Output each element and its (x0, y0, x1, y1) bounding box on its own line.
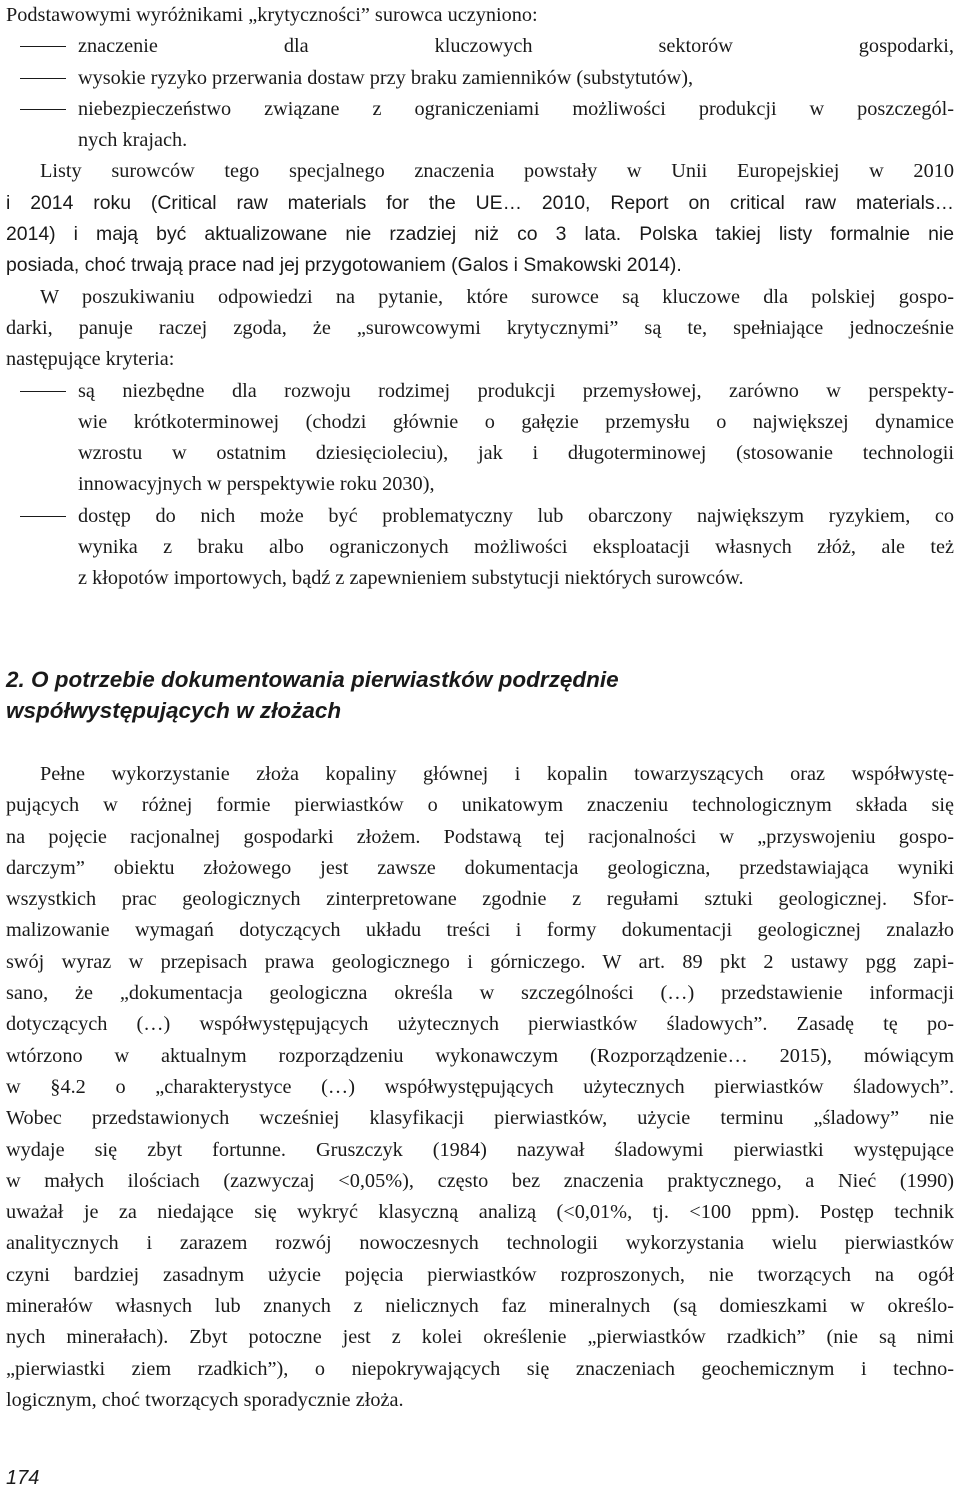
paragraph-line: darczym” obiektu złożowego jest zawsze dokumentacja geologiczna, przedstawiająca wyniki (6, 856, 954, 879)
dash-marker (20, 78, 66, 79)
paragraph-line: pujących w różnej formie pierwiastków o unikatowym znaczeniu technologicznym składa się (6, 794, 954, 817)
section-body (6, 759, 954, 1416)
paragraph-line: Listy surowców tego specjalnego znaczenia powstały w Unii Europejskiej w 2010 (40, 160, 954, 183)
list-item-continuation: wzrostu w ostatnim dziesięcioleciu), jak i długoterminowej (stosowanie technologii (78, 442, 954, 465)
dash-marker (20, 109, 66, 110)
paragraph-line: na pojęcie racjonalnej gospodarki złożem. Podstawą tej racjonalności w „przyswojeniu gospo- (6, 825, 954, 848)
paragraph-line: następujące kryteria: (6, 348, 175, 371)
paragraph-line: sano, że „dokumentacja geologiczna określa w szczególności (…) przedstawienie informacji (6, 982, 954, 1005)
section-heading-line: współwystępujących w złożach (6, 698, 342, 723)
paragraph-line: w §4.2 o „charakterystyce (…) współwystępujących użytecznych pierwiastków śladowych”. (6, 1075, 954, 1098)
dash-marker (20, 391, 66, 392)
list-item: znaczenie dla kluczowych sektorów gospodarki, (6, 31, 954, 62)
paragraph-line: analitycznych i zarazem rozwój nowoczesnych technologii wykorzystania wielu pierwiastków (6, 1232, 954, 1255)
paragraph-line: nych minerałach). Zbyt potoczne jest z kolei określenie „pierwiastków rzadkich” (nie są nimi (6, 1326, 954, 1349)
dash-marker (20, 46, 66, 47)
paragraph-line: malizowanie wymagań dotyczących układu treści i formy dokumentacji geologicznej znalazło (6, 919, 954, 942)
paragraph-line: i 2014 roku (Critical raw materials for the UE… 2010, Report on critical raw materials… (6, 191, 954, 214)
paragraph-line: w małych ilościach (zazwyczaj <0,05%), często bez znaczenia praktycznego, a Nieć (1990) (6, 1169, 954, 1192)
paragraph-line: Wobec przedstawionych wcześniej klasyfikacji pierwiastków, użycie terminu „śladowy” nie (6, 1107, 954, 1130)
page-number: 174 (6, 1467, 40, 1489)
list-item-continuation: z kłopotów importowych, bądź z zapewnieniem substytucji niektórych surowców. (78, 567, 744, 590)
list-item-continuation: innowacyjnych w perspektywie roku 2030), (78, 473, 435, 496)
paragraph-line: Pełne wykorzystanie złoża kopaliny głównej i kopalin towarzyszących oraz współwystę- (40, 763, 954, 785)
list-item: wysokie ryzyko przerwania dostaw przy braku zamienników (substytutów), (6, 63, 954, 94)
paragraph-line: minerałów własnych lub znanych z nielicznych faz mineralnych (są domieszkami w określo- (6, 1295, 954, 1318)
list-item: dostęp do nich może być problematyczny lub obarczony największym ryzykiem, co (6, 501, 954, 532)
list-item-continuation: nych krajach. (78, 129, 188, 152)
section-heading-line: 2. O potrzebie dokumentowania pierwiastków podrzędnie (6, 667, 619, 692)
paragraph-line: czyni bardziej zasadnym użycie pojęcia pierwiastków rozproszonych, nie tworzących na ogół (6, 1263, 954, 1286)
paragraph-line: swój wyraz w przepisach prawa geologicznego i górniczego. W art. 89 pkt 2 ustawy pgg zapi- (6, 950, 954, 973)
paragraph-line: posiada, choć trwają prace nad jej przygotowaniem (Galos i Smakowski 2014). (6, 254, 682, 277)
list-item-continuation: wynika z braku albo ograniczonych możliwości eksploatacji własnych złóż, ale też (78, 536, 954, 559)
list-item: niebezpieczeństwo związane z ograniczeniami możliwości produkcji w poszczegól- (6, 94, 954, 125)
paragraph-line: uważał je za niedające się wykryć klasyczną analizą (<0,01%, tj. <100 ppm). Postęp technik (6, 1201, 954, 1224)
paragraph-line: wydaje się zbyt fortunne. Gruszczyk (1984) nazywał śladowymi pierwiastki występujące (6, 1138, 954, 1161)
page-body (6, 0, 954, 595)
paragraph-line: 2014) i mają być aktualizowane nie rzadziej niż co 3 lata. Polska takiej listy formalnie nie (6, 223, 954, 246)
paragraph-line: „pierwiastki ziem rzadkich”), o niepokrywających się znaczeniach geochemicznym i techno- (6, 1357, 954, 1380)
paragraph-line: wszystkich prac geologicznych zinterpretowane zgodnie z regułami sztuki geologicznej. Sfor- (6, 888, 954, 911)
section-heading (6, 664, 619, 726)
paragraph-line: W poszukiwaniu odpowiedzi na pytanie, które surowce są kluczowe dla polskiej gospo- (40, 285, 954, 308)
list-item: są niezbędne dla rozwoju rodzimej produkcji przemysłowej, zarówno w perspekty- (6, 376, 954, 407)
intro-line: Podstawowymi wyróżnikami „krytyczności” surowca uczyniono: (6, 4, 538, 26)
paragraph-line: wtórzono w aktualnym rozporządzeniu wykonawczym (Rozporządzenie… 2015), mówiącym (6, 1044, 954, 1067)
list-item-continuation: wie krótkoterminowej (chodzi głównie o gałęzie przemysłu o największej dynamice (78, 410, 954, 433)
paragraph-line: darki, panuje raczej zgoda, że „surowcowymi krytycznymi” są te, spełniające jednocześnie (6, 316, 954, 339)
paragraph-line: logicznym, choć tworzących sporadycznie złoża. (6, 1388, 404, 1411)
dash-marker (20, 516, 66, 517)
paragraph-line: dotyczących (…) współwystępujących użytecznych pierwiastków śladowych”. Zasadę tę po- (6, 1013, 954, 1036)
